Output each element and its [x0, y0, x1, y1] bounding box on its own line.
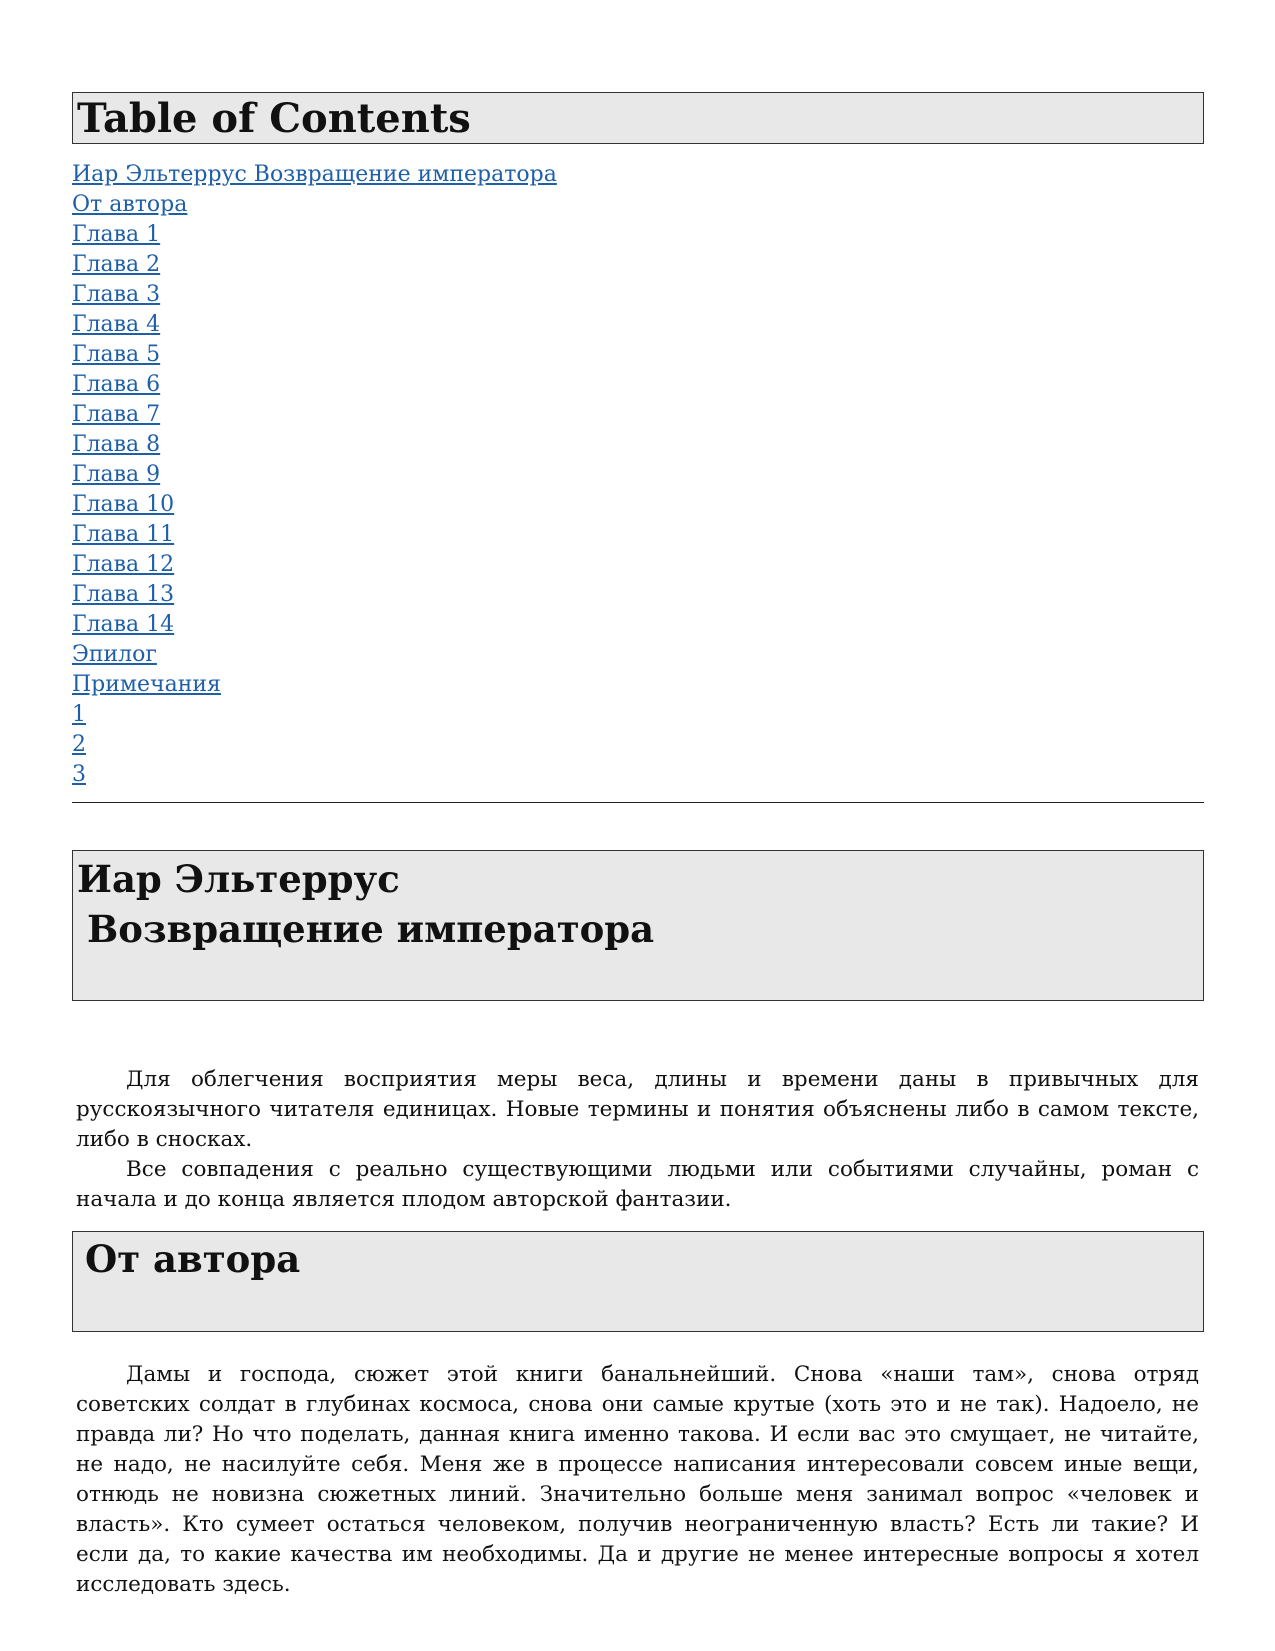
toc-item [72, 490, 1204, 520]
from-author-heading: От автора [85, 1237, 301, 1281]
toc-link[interactable]: Глава 3 [72, 282, 161, 307]
toc-link[interactable]: 1 [72, 702, 86, 727]
toc-list [72, 160, 1204, 790]
toc-link[interactable]: Глава 1 [72, 222, 161, 247]
section-divider [72, 802, 1204, 803]
toc-item [72, 160, 1204, 190]
document-page [72, 92, 1204, 1600]
toc-item [72, 250, 1204, 280]
toc-link[interactable]: Глава 9 [72, 462, 161, 487]
toc-item [72, 640, 1204, 670]
book-title: Возвращение императора [87, 907, 655, 951]
toc-link[interactable]: Глава 12 [72, 552, 175, 577]
toc-link[interactable]: Глава 7 [72, 402, 161, 427]
toc-link[interactable]: 3 [72, 762, 86, 787]
toc-link[interactable]: Глава 10 [72, 492, 175, 517]
from-author-heading-box [72, 1231, 1204, 1332]
intro-paragraph: Все совпадения с реально существующими людьми или событиями случайны, роман с начала и до конца является плодом авторской фантазии. [76, 1157, 1199, 1212]
toc-item [72, 550, 1204, 580]
toc-item [72, 700, 1204, 730]
toc-item [72, 760, 1204, 790]
toc-item [72, 190, 1204, 220]
toc-link[interactable]: Глава 4 [72, 312, 161, 337]
toc-link[interactable]: Эпилог [72, 642, 157, 667]
toc-link[interactable]: Иар Эльтеррус Возвращение императора [72, 162, 557, 187]
toc-link[interactable]: Глава 8 [72, 432, 161, 457]
toc-item [72, 730, 1204, 760]
from-author-paragraph: Дамы и господа, сюжет этой книги банальнейший. Снова «наши там», снова отряд советских солдат в глубинах космоса, снова они самые крутые (хоть это и не так). Надоело, не правда ли? Но что поделать, данная книга именно такова. И если вас это смущает, не читайте, не надо, не насилуйте себя. Меня же в процессе написания интересовали совсем иные вещи, отнюдь не новизна сюжетных линий. Значительно больше меня занимал вопрос «человек и власть». Кто сумеет остаться человеком, получив неограниченную власть? Есть ли такие? И если да, то какие качества им необходимы. Да и другие не менее интересные вопросы я хотел исследовать здесь. [76, 1362, 1199, 1597]
book-title-box [72, 850, 1204, 1001]
toc-item [72, 460, 1204, 490]
toc-link[interactable]: Глава 2 [72, 252, 161, 277]
toc-link[interactable]: 2 [72, 732, 86, 757]
toc-link[interactable]: Глава 13 [72, 582, 175, 607]
book-author: Иар Эльтеррус [77, 857, 400, 901]
toc-item [72, 340, 1204, 370]
toc-link[interactable]: От автора [72, 192, 188, 217]
toc-item [72, 400, 1204, 430]
toc-item [72, 220, 1204, 250]
toc-item [72, 520, 1204, 550]
intro-paragraph: Для облегчения восприятия меры веса, длины и времени даны в привычных для русскоязычного читателя единицах. Новые термины и понятия объяснены либо в самом тексте, либо в сносках. [76, 1067, 1199, 1152]
toc-item [72, 370, 1204, 400]
toc-item [72, 430, 1204, 460]
toc-item [72, 670, 1204, 700]
toc-link[interactable]: Глава 6 [72, 372, 161, 397]
toc-item [72, 580, 1204, 610]
toc-item [72, 310, 1204, 340]
toc-item [72, 610, 1204, 640]
toc-title: Table of Contents [72, 92, 1204, 144]
toc-link[interactable]: Примечания [72, 672, 221, 697]
toc-link[interactable]: Глава 11 [72, 522, 175, 547]
toc-item [72, 280, 1204, 310]
toc-link[interactable]: Глава 5 [72, 342, 161, 367]
toc-link[interactable]: Глава 14 [72, 612, 175, 637]
